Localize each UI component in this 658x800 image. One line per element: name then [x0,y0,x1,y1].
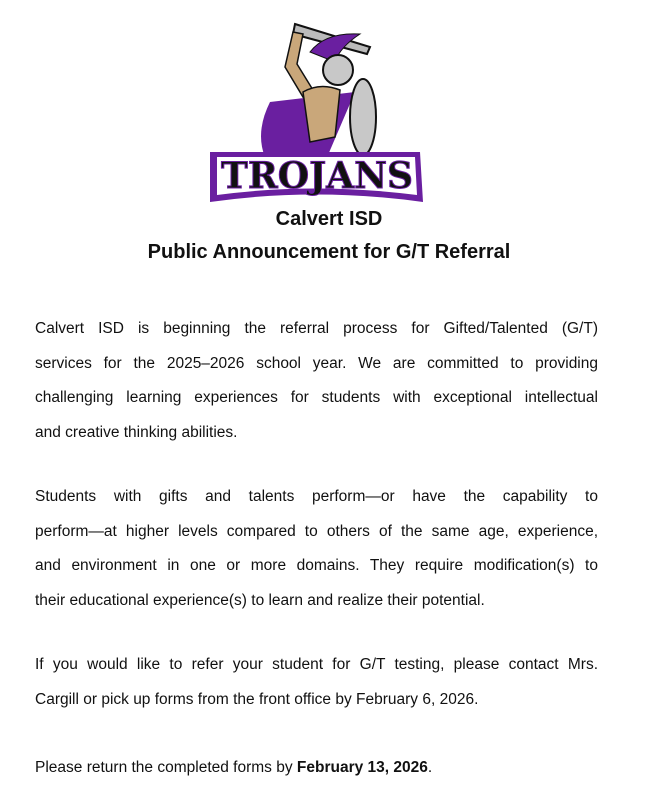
deadline-text: Please return the completed forms by [35,759,297,776]
deadline-period: . [427,759,433,776]
text-line: their educational experience(s) to learn and realize their potential. [35,591,485,609]
page-subtitle: Public Announcement for G/T Referral [147,241,511,263]
text-line: services for the 2025–2026 school year. We are committed to providing [35,354,598,372]
text-line: Students with gifts and talents perform—or have the capability to [35,488,598,505]
text-line: Cargill or pick up forms from the front office by February 6, 2026. [35,690,479,708]
paragraph-deadline [35,758,598,778]
text-line: and creative thinking abilities. [35,423,238,441]
text-line: perform—at higher levels compared to others of the same age, experience, [35,522,598,540]
trojans-logo [205,12,430,207]
logo-text: TROJANS [221,155,413,197]
text-line: If you would like to refer your student for G/T testing, please contact Mrs. [35,656,598,673]
text-line: challenging learning experiences for students with exceptional intellectual [35,389,598,406]
text-line: and environment in one or more domains. They require modification(s) to [35,557,598,574]
paragraph-intro [35,319,598,457]
page-title: Calvert ISD [275,208,383,230]
paragraph-definition [35,487,598,625]
deadline-date: February 13, 2026 [296,759,428,776]
paragraph-contact [35,655,598,724]
text-line: Calvert ISD is beginning the referral process for Gifted/Talented (G/T) [35,320,598,337]
